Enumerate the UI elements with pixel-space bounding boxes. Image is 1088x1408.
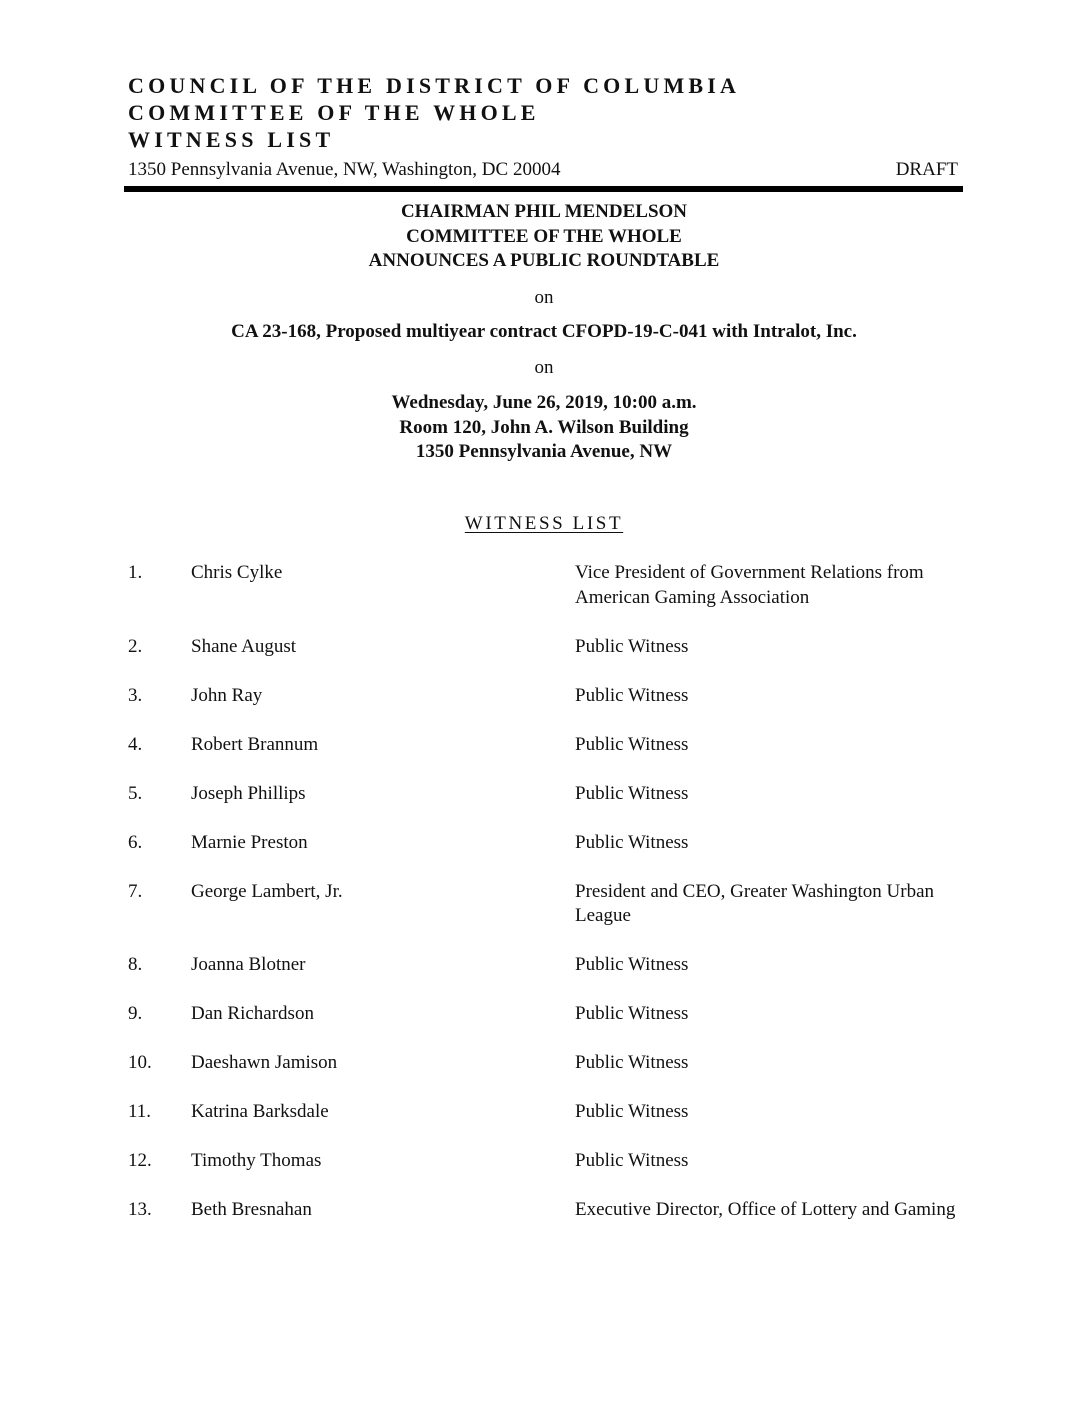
witness-name: Timothy Thomas [191, 1150, 322, 1171]
witness-name: Joanna Blotner [191, 954, 306, 975]
witness-number: 8. [128, 954, 143, 975]
witness-number: 6. [128, 831, 143, 853]
witness-name: Joseph Phillips [191, 782, 306, 804]
witness-number: 13. [128, 1199, 152, 1220]
witness-affiliation: Executive Director, Office of Lottery and Gaming [575, 1199, 956, 1220]
witness-row [128, 953, 962, 978]
witness-name: Shane August [191, 635, 297, 657]
witness-number: 10. [128, 1052, 152, 1073]
chairman-line: CHAIRMAN PHIL MENDELSON [400, 201, 688, 222]
witness-name: Dan Richardson [191, 1003, 314, 1024]
witness-name: George Lambert, Jr. [191, 880, 343, 902]
witness-number: 7. [128, 880, 143, 902]
witness-affiliation: Public Witness [575, 954, 689, 975]
committee-title: COMMITTEE OF THE WHOLE [128, 100, 540, 125]
witness-row [128, 1149, 962, 1174]
witness-row [128, 831, 962, 856]
witness-row [128, 1198, 962, 1223]
witness-name: Robert Brannum [191, 733, 319, 755]
witness-row [128, 880, 962, 929]
witness-row [128, 561, 962, 610]
on-text-2: on [534, 357, 554, 378]
witness-affiliation: Public Witness [575, 684, 689, 706]
address-row [128, 157, 962, 183]
witness-row [128, 684, 962, 709]
committee-line: COMMITTEE OF THE WHOLE [406, 225, 682, 247]
letterhead [128, 72, 962, 153]
witness-number: 11. [128, 1101, 152, 1122]
witness-row [128, 733, 962, 758]
witness-affiliation: Public Witness [575, 1052, 689, 1073]
witness-name: Chris Cylke [191, 562, 283, 583]
witness-affiliation: Vice President of Government Relations from American Gaming Association [575, 562, 924, 608]
witness-affiliation: Public Witness [575, 1003, 689, 1024]
witness-list-heading [0, 512, 1088, 536]
council-address: 1350 Pennsylvania Avenue, NW, Washington, DC 20004 [128, 159, 561, 180]
witness-row [128, 782, 962, 807]
subject-line: CA 23-168, Proposed multiyear contract CFOPD-19-C-041 with Intralot, Inc. [231, 321, 857, 342]
witness-affiliation: Public Witness [575, 733, 689, 755]
witness-number: 1. [128, 562, 143, 583]
witness-name: John Ray [191, 684, 263, 706]
witness-affiliation: Public Witness [575, 782, 689, 804]
header-rule [124, 186, 963, 192]
witness-number: 5. [128, 782, 143, 804]
draft-label: DRAFT [895, 159, 958, 180]
witness-number: 2. [128, 635, 143, 657]
on-text-1: on [534, 287, 554, 308]
witness-name: Daeshawn Jamison [191, 1052, 338, 1073]
hearing-room: Room 120, John A. Wilson Building [399, 416, 689, 438]
hearing-address: 1350 Pennsylvania Avenue, NW [415, 441, 673, 462]
witness-name: Katrina Barksdale [191, 1101, 329, 1122]
roundtable-line: ANNOUNCES A PUBLIC ROUNDTABLE [368, 250, 720, 271]
document-title: WITNESS LIST [128, 127, 335, 152]
witness-number: 4. [128, 733, 143, 755]
witness-number: 12. [128, 1150, 152, 1171]
witness-list [128, 561, 962, 1247]
witness-affiliation: Public Witness [575, 831, 689, 853]
hearing-details [0, 391, 1088, 465]
witness-number: 9. [128, 1003, 143, 1024]
witness-row [128, 1100, 962, 1125]
witness-name: Marnie Preston [191, 831, 308, 853]
witness-affiliation: President and CEO, Greater Washington Urban League [575, 880, 935, 926]
witness-name: Beth Bresnahan [191, 1199, 312, 1220]
announcement-header [0, 200, 1088, 274]
witness-list-heading-text: WITNESS LIST [464, 513, 624, 534]
witness-affiliation: Public Witness [575, 1101, 689, 1122]
witness-row [128, 1002, 962, 1027]
council-title: COUNCIL OF THE DISTRICT OF COLUMBIA [128, 73, 741, 98]
witness-affiliation: Public Witness [575, 635, 689, 657]
witness-number: 3. [128, 684, 143, 706]
hearing-datetime: Wednesday, June 26, 2019, 10:00 a.m. [391, 392, 697, 413]
witness-row [128, 635, 962, 660]
witness-row [128, 1051, 962, 1076]
witness-affiliation: Public Witness [575, 1150, 689, 1171]
